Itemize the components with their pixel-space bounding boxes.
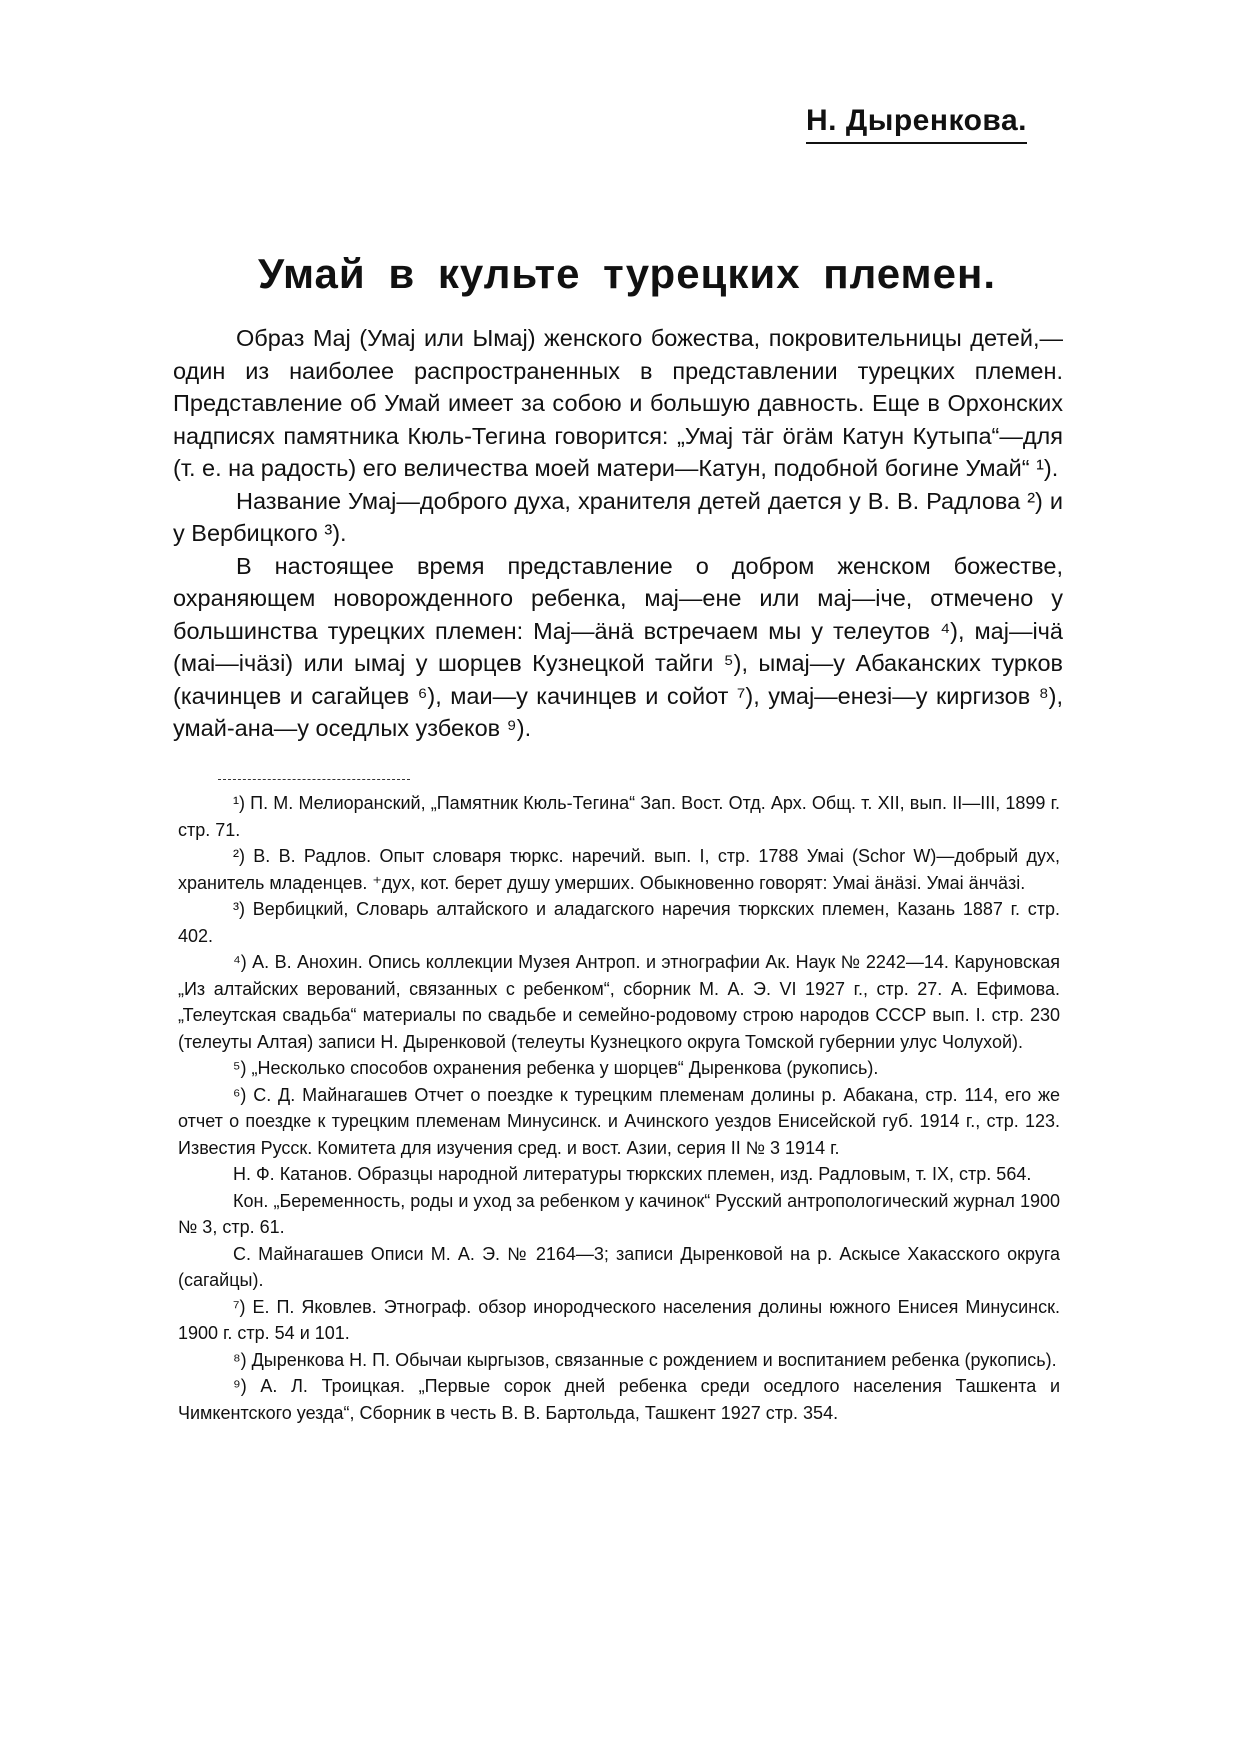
footnote-1: ¹) П. М. Мелиоранский, „Памятник Кюль-Тегина“ Зап. Вост. Отд. Арх. Общ. т. XII, вып. II—III, 1899 г. стр. 71.	[178, 793, 1060, 840]
body-paragraph-1: Образ Maj (Умаj или Ымаj) женского божества, покровительницы детей,—один из наиболее распространенных в представлении турецких племен. Представление об Умай имеет за собою и большую давность. Еще в Орхонских надписях памятника Кюль-Тегина говорится: „Умаj тäг öгäм Катун Кутыпа“—для (т. е. на радость) его величества моей матери—Катун, подобной богине Умай“ ¹).	[173, 325, 1063, 481]
footnote-6-mainagashev: С. Майнагашев Описи М. А. Э. № 2164—3; записи Дыренковой на р. Аскысе Хакасского округа (сагайцы).	[178, 1243, 1060, 1290]
footnote-3: ³) Вербицкий, Словарь алтайского и аладагского наречия тюркских племен, Казань 1887 г. стр. 402.	[178, 899, 1060, 946]
footnotes	[178, 790, 1060, 1426]
footnote-2: ²) В. В. Радлов. Опыт словаря тюркс. наречий. вып. I, стр. 1788 Умаi (Schor W)—добрый дух, хранитель младенцев. ⁺дух, кот. берет душу умерших. Обыкновенно говорят: Умаi äнäзi. Умаi äнчäзi.	[178, 846, 1060, 893]
body-paragraph-3: В настоящее время представление о добром женском божестве, охраняющем новорожденного ребенка, маj—ене или маj—iче, отмечено у большинства турецких племен: Maj—äнä встречаем мы у телеутов ⁴), маj—iчä (маi—iчäзi) или ымаj у шорцев Кузнецкой тайги ⁵), ымаj—у Абаканских турков (качинцев и сагайцев ⁶), маи—у качинцев и сойот ⁷), умаj—енезi—у киргизов ⁸), умай-ана—у оседлых узбеков ⁹).	[173, 552, 1063, 741]
footnote-6: ⁶) С. Д. Майнагашев Отчет о поездке к турецким племенам долины р. Абакана, стр. 114, его же отчет о поездке к турецким племенам Минусинск. и Ачинского уездов Енисейской губ. 1914 г., стр. 123. Известия Русск. Комитета для изучения сред. и вост. Азии, серия II № 3 1914 г.	[178, 1084, 1060, 1158]
body-paragraph-2: Название Умаj—доброго духа, хранителя детей дается у В. В. Радлова ²) и у Вербицкого ³).	[173, 487, 1063, 546]
footnote-5: ⁵) „Несколько способов охранения ребенка у шорцев“ Дыренкова (рукопись).	[233, 1058, 879, 1078]
footnote-8: ⁸) Дыренкова Н. П. Обычаи кыргызов, связанные с рождением и воспитанием ребенка (рукопись).	[233, 1349, 1057, 1370]
footnote-9: ⁹) А. Л. Троицкая. „Первые сорок дней ребенка среди оседлого населения Ташкента и Чимкентского уезда“, Сборник в честь В. В. Бартольда, Ташкент 1927 стр. 354.	[178, 1376, 1060, 1423]
article-title: Умай в культе турецких племен.	[258, 250, 997, 297]
author-name: Н. Дыренкова.	[806, 104, 1027, 144]
footnote-6-kon: Кон. „Беременность, роды и уход за ребенком у качинок“ Русский антропологический журнал 1900 № 3, стр. 61.	[178, 1190, 1060, 1237]
footnote-6-katanov: Н. Ф. Катанов. Образцы народной литературы тюркских племен, изд. Радловым, т. IX, стр. 564.	[233, 1164, 1032, 1184]
article-body	[173, 322, 1063, 745]
footnote-7: ⁷) Е. П. Яковлев. Этнограф. обзор инородческого населения долины южного Енисея Минусинск. 1900 г. стр. 54 и 101.	[178, 1296, 1060, 1343]
footnote-4: ⁴) А. В. Анохин. Опись коллекции Музея Антроп. и этнографии Ак. Наук № 2242—14. Каруновская „Из алтайских верований, связанных с ребенком“, сборник М. А. Э. VI 1927 г., стр. 27. А. Ефимова. „Телеутская свадьба“ материалы по свадьбе и семейно-родовому строю народов СССР вып. I. стр. 230 (телеуты Алтая) записи Н. Дыренковой (телеуты Кузнецкого округа Томской губернии улус Чолухой).	[178, 952, 1060, 1052]
footnote-divider	[218, 779, 410, 780]
